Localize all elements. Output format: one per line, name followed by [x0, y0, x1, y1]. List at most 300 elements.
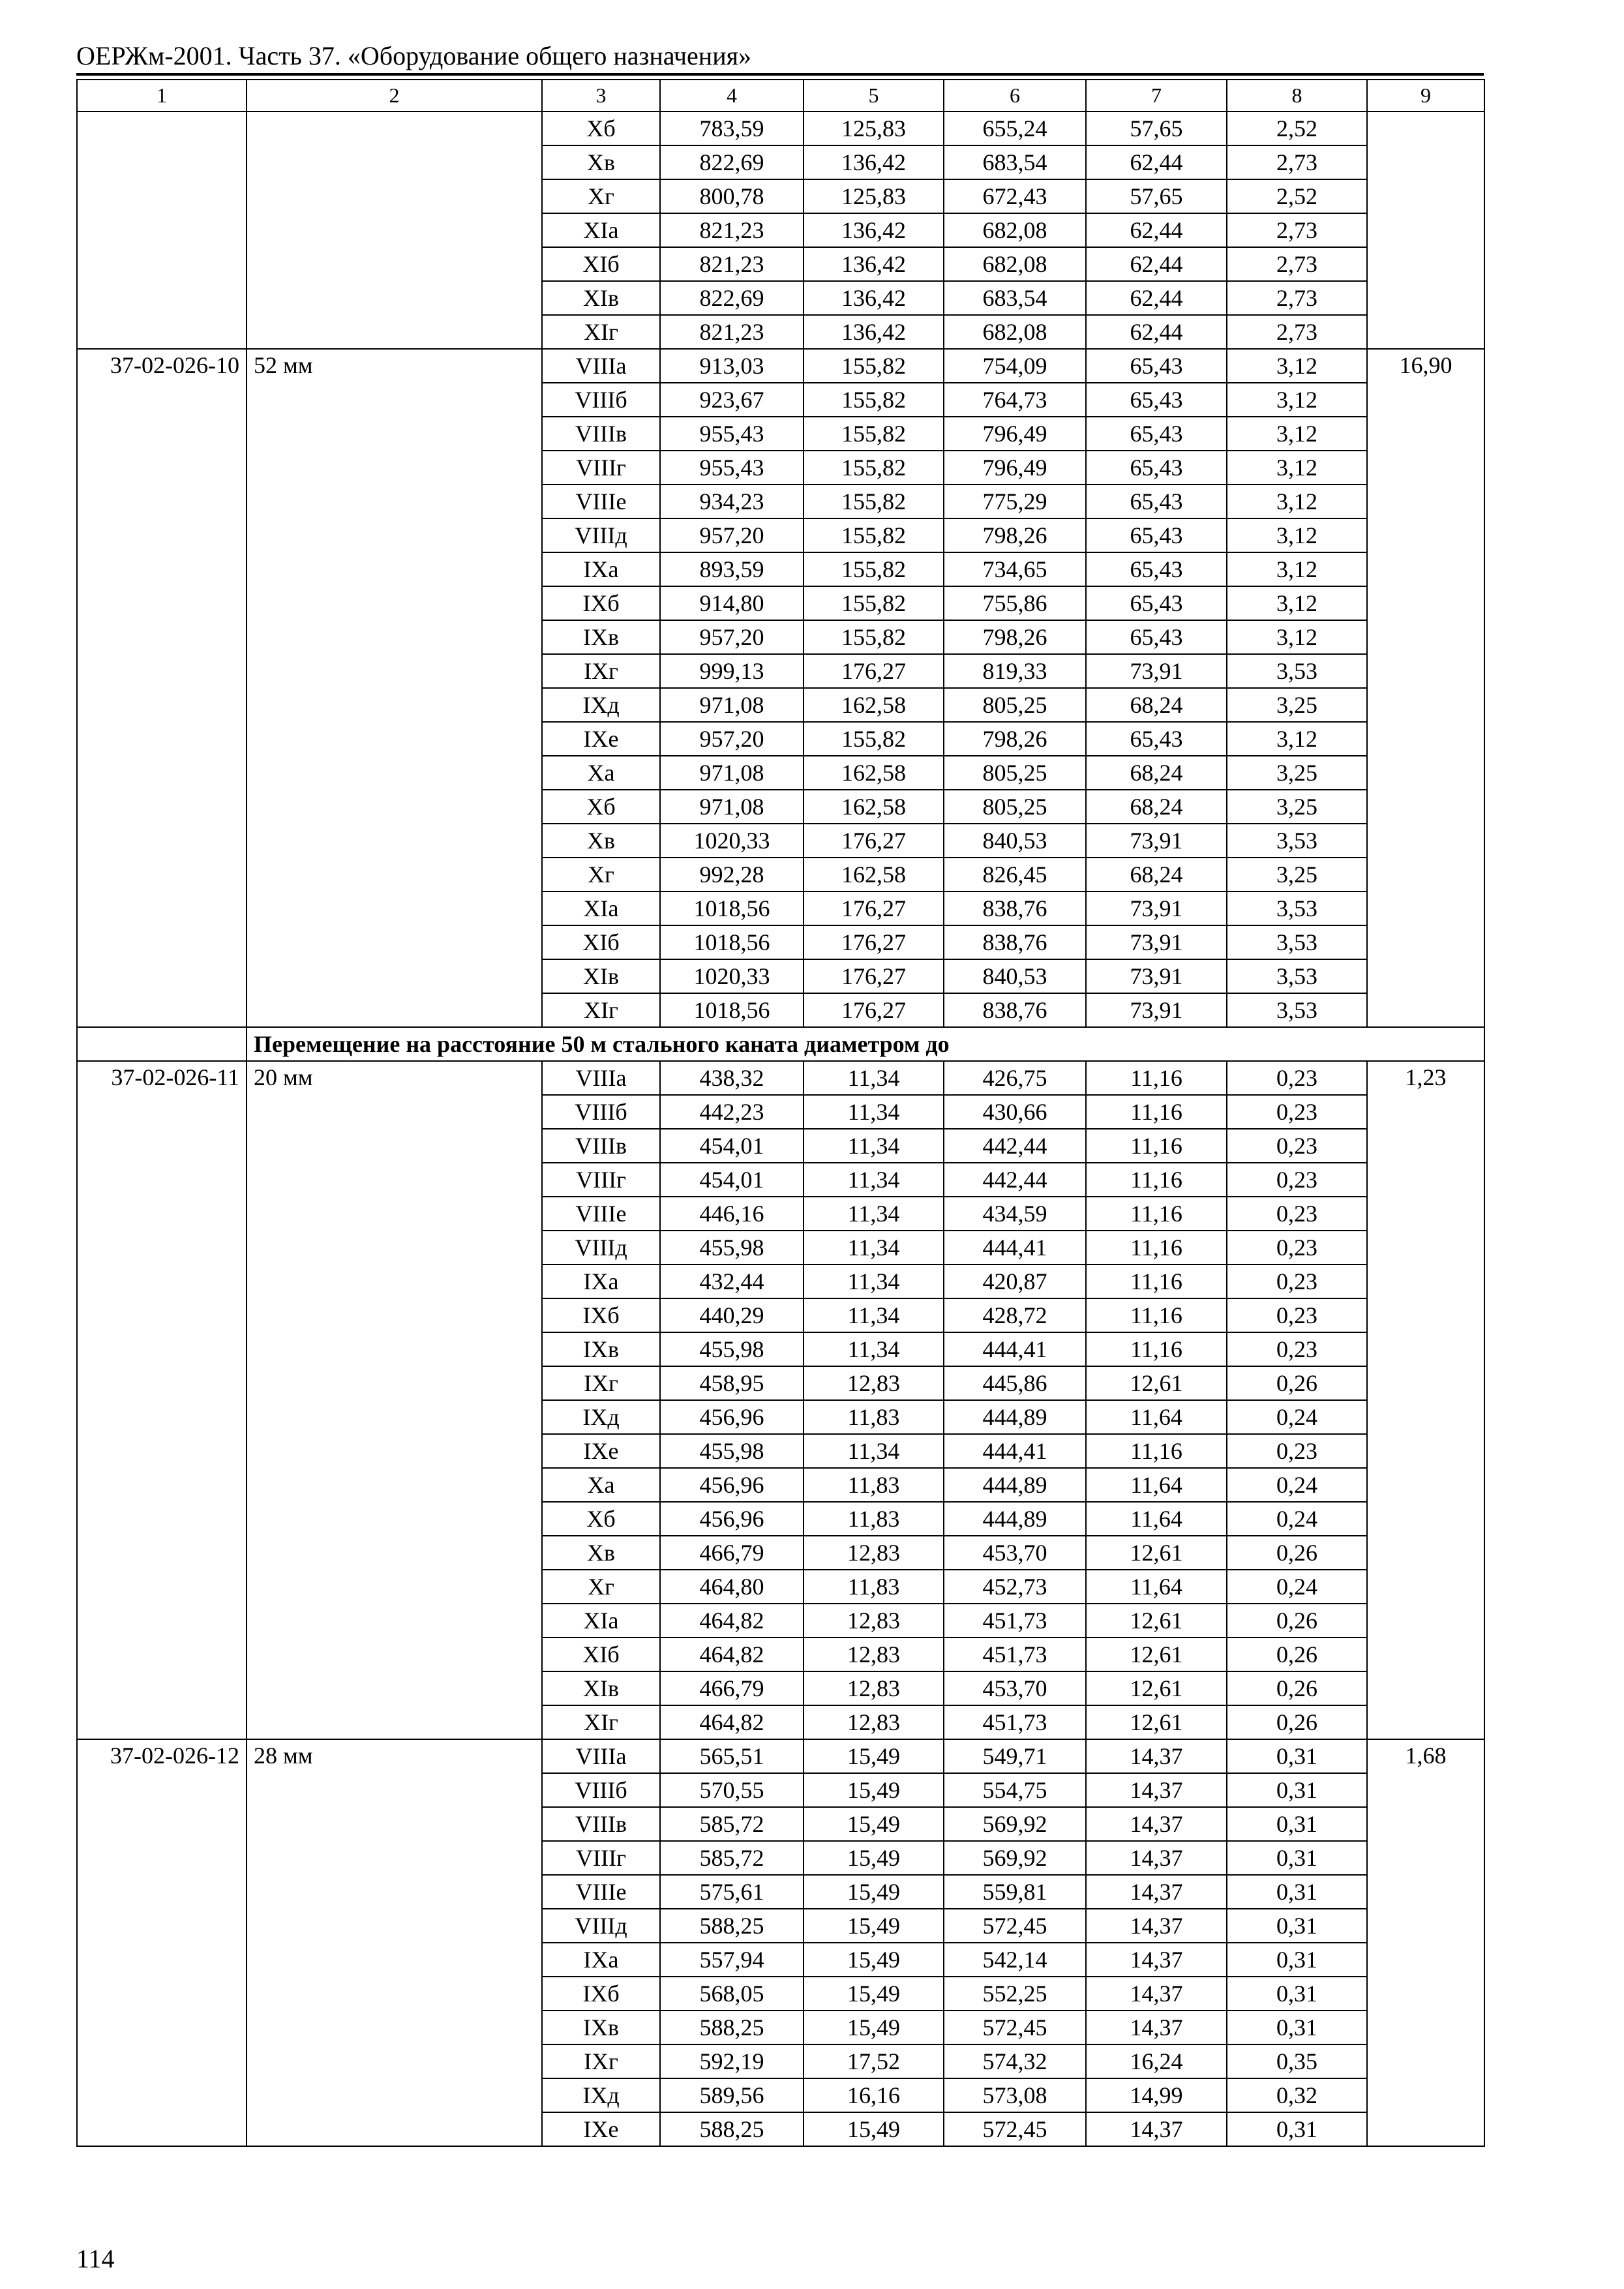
value-cell: 62,44: [1086, 315, 1227, 349]
value-cell: 15,49: [804, 1875, 944, 1909]
value-cell: 798,26: [944, 620, 1086, 654]
item-description: 52 мм: [247, 349, 542, 1027]
value-cell: 73,91: [1086, 891, 1227, 925]
value-cell: 136,42: [804, 247, 944, 281]
value-cell: 585,72: [660, 1841, 804, 1875]
value-cell: 3,53: [1227, 959, 1367, 993]
value-cell: 0,26: [1227, 1536, 1367, 1570]
zone-cell: Хб: [542, 1502, 660, 1536]
zone-cell: IХд: [542, 1400, 660, 1434]
value-cell: 136,42: [804, 281, 944, 315]
value-cell: 12,83: [804, 1671, 944, 1705]
zone-cell: VIIIд: [542, 518, 660, 552]
value-cell: 65,43: [1086, 451, 1227, 485]
value-cell: 913,03: [660, 349, 804, 383]
value-cell: 11,16: [1086, 1231, 1227, 1264]
value-cell: 3,12: [1227, 485, 1367, 518]
value-cell: 0,26: [1227, 1638, 1367, 1671]
value-cell: 800,78: [660, 179, 804, 213]
value-cell: 1018,56: [660, 891, 804, 925]
value-cell: 572,45: [944, 2011, 1086, 2044]
value-cell: 734,65: [944, 552, 1086, 586]
value-cell: 14,37: [1086, 2011, 1227, 2044]
value-cell: 11,34: [804, 1197, 944, 1231]
value-cell: 11,34: [804, 1095, 944, 1129]
value-cell: 999,13: [660, 654, 804, 688]
value-cell: 11,34: [804, 1332, 944, 1366]
value-cell: 162,58: [804, 858, 944, 891]
section-title: Перемещение на расстояние 50 м стального каната диаметром до: [247, 1027, 1484, 1061]
zone-cell: ХIг: [542, 1705, 660, 1739]
column-numbers-row: [77, 80, 1484, 112]
value-cell: 12,61: [1086, 1536, 1227, 1570]
value-cell: 672,43: [944, 179, 1086, 213]
value-cell: 432,44: [660, 1264, 804, 1298]
page-number: 114: [76, 2244, 115, 2273]
value-cell: 0,23: [1227, 1163, 1367, 1197]
value-cell: 136,42: [804, 145, 944, 179]
value-cell: 1020,33: [660, 959, 804, 993]
value-cell: 0,31: [1227, 1875, 1367, 1909]
value-cell: 0,35: [1227, 2044, 1367, 2078]
value-cell: 0,23: [1227, 1129, 1367, 1163]
value-cell: 565,51: [660, 1739, 804, 1773]
zone-cell: VIIIв: [542, 1807, 660, 1841]
column-header: 4: [660, 80, 804, 112]
value-cell: 3,53: [1227, 654, 1367, 688]
value-cell: 466,79: [660, 1536, 804, 1570]
value-cell: 15,49: [804, 1773, 944, 1807]
value-cell: 176,27: [804, 654, 944, 688]
value-cell: 176,27: [804, 993, 944, 1027]
value-cell: 805,25: [944, 756, 1086, 790]
value-cell: 428,72: [944, 1298, 1086, 1332]
value-cell: 444,41: [944, 1332, 1086, 1366]
value-cell: 589,56: [660, 2078, 804, 2112]
value-cell: 2,52: [1227, 112, 1367, 145]
zone-cell: ХIг: [542, 993, 660, 1027]
value-cell: 14,37: [1086, 1875, 1227, 1909]
value-cell: 12,61: [1086, 1705, 1227, 1739]
value-cell: 0,23: [1227, 1264, 1367, 1298]
zone-cell: IХе: [542, 722, 660, 756]
value-cell: 73,91: [1086, 925, 1227, 959]
value-cell: 568,05: [660, 1977, 804, 2011]
zone-cell: IХг: [542, 1366, 660, 1400]
value-cell: 464,82: [660, 1705, 804, 1739]
value-cell: 840,53: [944, 959, 1086, 993]
value-cell: 456,96: [660, 1400, 804, 1434]
value-cell: 3,12: [1227, 620, 1367, 654]
value-cell: 15,49: [804, 2011, 944, 2044]
value-cell: 420,87: [944, 1264, 1086, 1298]
value-cell: 438,32: [660, 1061, 804, 1095]
value-cell: 0,31: [1227, 1739, 1367, 1773]
value-cell: 585,72: [660, 1807, 804, 1841]
value-cell: 11,16: [1086, 1095, 1227, 1129]
value-cell: 3,12: [1227, 417, 1367, 451]
value-cell: 0,24: [1227, 1468, 1367, 1502]
zone-cell: IХв: [542, 2011, 660, 2044]
value-cell: 11,34: [804, 1264, 944, 1298]
value-cell: 554,75: [944, 1773, 1086, 1807]
value-cell: 14,37: [1086, 1739, 1227, 1773]
value-cell: 464,82: [660, 1638, 804, 1671]
value-cell: 934,23: [660, 485, 804, 518]
value-cell: 569,92: [944, 1841, 1086, 1875]
value-cell: 464,80: [660, 1570, 804, 1604]
value-cell: 14,37: [1086, 2112, 1227, 2146]
value-cell: 0,23: [1227, 1434, 1367, 1468]
header-rule: [76, 73, 1484, 76]
value-cell: 0,31: [1227, 1977, 1367, 2011]
value-cell: 821,23: [660, 247, 804, 281]
value-cell: 588,25: [660, 2112, 804, 2146]
value-cell: 542,14: [944, 1943, 1086, 1977]
value-cell: 0,26: [1227, 1604, 1367, 1638]
value-cell: 3,12: [1227, 586, 1367, 620]
value-cell: 12,83: [804, 1638, 944, 1671]
zone-cell: ХIв: [542, 281, 660, 315]
value-cell: 11,34: [804, 1061, 944, 1095]
value-cell: 456,96: [660, 1502, 804, 1536]
value-cell: 764,73: [944, 383, 1086, 417]
value-cell: 12,83: [804, 1536, 944, 1570]
value-cell: 3,12: [1227, 349, 1367, 383]
zone-cell: VIIIб: [542, 383, 660, 417]
column-header: 1: [77, 80, 247, 112]
value-cell: 11,34: [804, 1129, 944, 1163]
value-cell: 11,64: [1086, 1468, 1227, 1502]
value-cell: 14,99: [1086, 2078, 1227, 2112]
value-cell: 12,83: [804, 1604, 944, 1638]
item-col9: 16,90: [1367, 349, 1484, 1027]
value-cell: 914,80: [660, 586, 804, 620]
column-header: 6: [944, 80, 1086, 112]
value-cell: 15,49: [804, 1909, 944, 1943]
value-cell: 588,25: [660, 2011, 804, 2044]
value-cell: 3,25: [1227, 756, 1367, 790]
value-cell: 805,25: [944, 688, 1086, 722]
item-code: 37-02-026-11: [77, 1061, 247, 1739]
value-cell: 682,08: [944, 247, 1086, 281]
zone-cell: Хв: [542, 824, 660, 858]
value-cell: 957,20: [660, 518, 804, 552]
zone-cell: Хб: [542, 790, 660, 824]
value-cell: 775,29: [944, 485, 1086, 518]
value-cell: 957,20: [660, 620, 804, 654]
value-cell: 14,37: [1086, 1841, 1227, 1875]
value-cell: 176,27: [804, 925, 944, 959]
value-cell: 162,58: [804, 790, 944, 824]
table-body: [77, 112, 1484, 2146]
value-cell: 65,43: [1086, 349, 1227, 383]
column-header: 9: [1367, 80, 1484, 112]
value-cell: 572,45: [944, 1909, 1086, 1943]
value-cell: 155,82: [804, 383, 944, 417]
value-cell: 14,37: [1086, 1807, 1227, 1841]
value-cell: 3,25: [1227, 858, 1367, 891]
value-cell: 73,91: [1086, 993, 1227, 1027]
value-cell: 822,69: [660, 145, 804, 179]
value-cell: 569,92: [944, 1807, 1086, 1841]
value-cell: 451,73: [944, 1638, 1086, 1671]
value-cell: 68,24: [1086, 790, 1227, 824]
value-cell: 453,70: [944, 1536, 1086, 1570]
value-cell: 3,12: [1227, 451, 1367, 485]
value-cell: 11,83: [804, 1570, 944, 1604]
value-cell: 444,89: [944, 1468, 1086, 1502]
value-cell: 588,25: [660, 1909, 804, 1943]
item-col9: 1,23: [1367, 1061, 1484, 1739]
value-cell: 11,16: [1086, 1298, 1227, 1332]
zone-cell: IХд: [542, 2078, 660, 2112]
value-cell: 15,49: [804, 1841, 944, 1875]
value-cell: 65,43: [1086, 383, 1227, 417]
zone-cell: VIIIд: [542, 1231, 660, 1264]
value-cell: 162,58: [804, 688, 944, 722]
zone-cell: ХIб: [542, 1638, 660, 1671]
value-cell: 0,23: [1227, 1061, 1367, 1095]
value-cell: 444,41: [944, 1434, 1086, 1468]
value-cell: 155,82: [804, 620, 944, 654]
column-header: 2: [247, 80, 542, 112]
value-cell: 15,49: [804, 2112, 944, 2146]
zone-cell: VIIIа: [542, 1739, 660, 1773]
value-cell: 838,76: [944, 891, 1086, 925]
value-cell: 11,34: [804, 1298, 944, 1332]
value-cell: 65,43: [1086, 620, 1227, 654]
value-cell: 3,25: [1227, 688, 1367, 722]
value-cell: 957,20: [660, 722, 804, 756]
value-cell: 15,49: [804, 1739, 944, 1773]
column-header: 5: [804, 80, 944, 112]
value-cell: 11,16: [1086, 1129, 1227, 1163]
value-cell: 0,31: [1227, 1807, 1367, 1841]
value-cell: 68,24: [1086, 858, 1227, 891]
zone-cell: VIIIг: [542, 1841, 660, 1875]
zone-cell: VIIIг: [542, 1163, 660, 1197]
value-cell: 0,31: [1227, 2112, 1367, 2146]
value-cell: 682,08: [944, 213, 1086, 247]
value-cell: 2,73: [1227, 213, 1367, 247]
value-cell: 2,73: [1227, 315, 1367, 349]
value-cell: 557,94: [660, 1943, 804, 1977]
value-cell: 162,58: [804, 756, 944, 790]
value-cell: 0,24: [1227, 1400, 1367, 1434]
value-cell: 11,34: [804, 1231, 944, 1264]
value-cell: 971,08: [660, 756, 804, 790]
zone-cell: ХIа: [542, 891, 660, 925]
value-cell: 11,34: [804, 1163, 944, 1197]
value-cell: 0,23: [1227, 1298, 1367, 1332]
value-cell: 155,82: [804, 451, 944, 485]
value-cell: 445,86: [944, 1366, 1086, 1400]
zone-cell: IХб: [542, 1977, 660, 2011]
value-cell: 682,08: [944, 315, 1086, 349]
value-cell: 0,23: [1227, 1197, 1367, 1231]
value-cell: 454,01: [660, 1129, 804, 1163]
value-cell: 1020,33: [660, 824, 804, 858]
value-cell: 16,24: [1086, 2044, 1227, 2078]
item-description: 28 мм: [247, 1739, 542, 2146]
table-row: [77, 1739, 1484, 1773]
value-cell: 14,37: [1086, 1909, 1227, 1943]
value-cell: 442,23: [660, 1095, 804, 1129]
value-cell: 12,83: [804, 1366, 944, 1400]
value-cell: 12,61: [1086, 1366, 1227, 1400]
value-cell: 3,25: [1227, 790, 1367, 824]
value-cell: 798,26: [944, 722, 1086, 756]
zone-cell: IХг: [542, 2044, 660, 2078]
item-col9: 1,68: [1367, 1739, 1484, 2146]
value-cell: 11,16: [1086, 1264, 1227, 1298]
value-cell: 65,43: [1086, 485, 1227, 518]
value-cell: 16,16: [804, 2078, 944, 2112]
zone-cell: IХб: [542, 1298, 660, 1332]
value-cell: 466,79: [660, 1671, 804, 1705]
zone-cell: IХг: [542, 654, 660, 688]
value-cell: 155,82: [804, 349, 944, 383]
value-cell: 14,37: [1086, 1943, 1227, 1977]
item-code: [77, 112, 247, 349]
value-cell: 2,52: [1227, 179, 1367, 213]
value-cell: 559,81: [944, 1875, 1086, 1909]
value-cell: 0,31: [1227, 2011, 1367, 2044]
value-cell: 15,49: [804, 1807, 944, 1841]
value-cell: 840,53: [944, 824, 1086, 858]
value-cell: 575,61: [660, 1875, 804, 1909]
value-cell: 0,26: [1227, 1705, 1367, 1739]
value-cell: 11,16: [1086, 1197, 1227, 1231]
value-cell: 454,01: [660, 1163, 804, 1197]
value-cell: 12,61: [1086, 1671, 1227, 1705]
zone-cell: VIIIд: [542, 1909, 660, 1943]
zone-cell: IХа: [542, 1264, 660, 1298]
value-cell: 176,27: [804, 959, 944, 993]
zone-cell: ХIв: [542, 1671, 660, 1705]
zone-cell: Ха: [542, 756, 660, 790]
value-cell: 683,54: [944, 281, 1086, 315]
zone-cell: ХIа: [542, 1604, 660, 1638]
value-cell: 819,33: [944, 654, 1086, 688]
value-cell: 955,43: [660, 451, 804, 485]
value-cell: 3,53: [1227, 891, 1367, 925]
value-cell: 136,42: [804, 213, 944, 247]
value-cell: 838,76: [944, 925, 1086, 959]
value-cell: 14,37: [1086, 1977, 1227, 2011]
zone-cell: VIIIг: [542, 451, 660, 485]
value-cell: 923,67: [660, 383, 804, 417]
value-cell: 0,23: [1227, 1231, 1367, 1264]
value-cell: 893,59: [660, 552, 804, 586]
zone-cell: ХIб: [542, 925, 660, 959]
value-cell: 798,26: [944, 518, 1086, 552]
zone-cell: VIIIб: [542, 1773, 660, 1807]
value-cell: 125,83: [804, 179, 944, 213]
value-cell: 992,28: [660, 858, 804, 891]
value-cell: 574,32: [944, 2044, 1086, 2078]
value-cell: 65,43: [1086, 586, 1227, 620]
value-cell: 455,98: [660, 1332, 804, 1366]
value-cell: 683,54: [944, 145, 1086, 179]
value-cell: 971,08: [660, 790, 804, 824]
value-cell: 570,55: [660, 1773, 804, 1807]
value-cell: 572,45: [944, 2112, 1086, 2146]
value-cell: 68,24: [1086, 756, 1227, 790]
value-cell: 3,53: [1227, 925, 1367, 959]
value-cell: 453,70: [944, 1671, 1086, 1705]
value-cell: 11,64: [1086, 1502, 1227, 1536]
value-cell: 125,83: [804, 112, 944, 145]
value-cell: 464,82: [660, 1604, 804, 1638]
value-cell: 446,16: [660, 1197, 804, 1231]
zone-cell: Хв: [542, 1536, 660, 1570]
value-cell: 440,29: [660, 1298, 804, 1332]
zone-cell: ХIг: [542, 315, 660, 349]
value-cell: 0,32: [1227, 2078, 1367, 2112]
value-cell: 68,24: [1086, 688, 1227, 722]
value-cell: 1018,56: [660, 993, 804, 1027]
zone-cell: ХIа: [542, 213, 660, 247]
value-cell: 17,52: [804, 2044, 944, 2078]
value-cell: 0,26: [1227, 1671, 1367, 1705]
value-cell: 552,25: [944, 1977, 1086, 2011]
value-cell: 838,76: [944, 993, 1086, 1027]
zone-cell: IХб: [542, 586, 660, 620]
value-cell: 442,44: [944, 1163, 1086, 1197]
value-cell: 3,12: [1227, 722, 1367, 756]
value-cell: 796,49: [944, 417, 1086, 451]
value-cell: 12,61: [1086, 1604, 1227, 1638]
zone-cell: IХв: [542, 1332, 660, 1366]
zone-cell: VIIIб: [542, 1095, 660, 1129]
value-cell: 14,37: [1086, 1773, 1227, 1807]
zone-cell: IХа: [542, 552, 660, 586]
value-cell: 62,44: [1086, 247, 1227, 281]
value-cell: 3,53: [1227, 993, 1367, 1027]
value-cell: 451,73: [944, 1705, 1086, 1739]
table-row: [77, 349, 1484, 383]
value-cell: 73,91: [1086, 654, 1227, 688]
value-cell: 1018,56: [660, 925, 804, 959]
zone-cell: VIIIе: [542, 1197, 660, 1231]
value-cell: 3,53: [1227, 824, 1367, 858]
value-cell: 155,82: [804, 518, 944, 552]
value-cell: 11,64: [1086, 1570, 1227, 1604]
zone-cell: Хв: [542, 145, 660, 179]
value-cell: 0,31: [1227, 1841, 1367, 1875]
value-cell: 73,91: [1086, 824, 1227, 858]
value-cell: 15,49: [804, 1943, 944, 1977]
value-cell: 444,89: [944, 1502, 1086, 1536]
value-cell: 3,12: [1227, 552, 1367, 586]
value-cell: 11,16: [1086, 1332, 1227, 1366]
value-cell: 430,66: [944, 1095, 1086, 1129]
value-cell: 11,16: [1086, 1163, 1227, 1197]
value-cell: 821,23: [660, 213, 804, 247]
zone-cell: VIIIе: [542, 485, 660, 518]
value-cell: 176,27: [804, 824, 944, 858]
item-code: 37-02-026-10: [77, 349, 247, 1027]
value-cell: 0,24: [1227, 1502, 1367, 1536]
value-cell: 2,73: [1227, 145, 1367, 179]
item-description: [247, 112, 542, 349]
value-cell: 444,41: [944, 1231, 1086, 1264]
value-cell: 155,82: [804, 722, 944, 756]
value-cell: 65,43: [1086, 518, 1227, 552]
value-cell: 176,27: [804, 891, 944, 925]
